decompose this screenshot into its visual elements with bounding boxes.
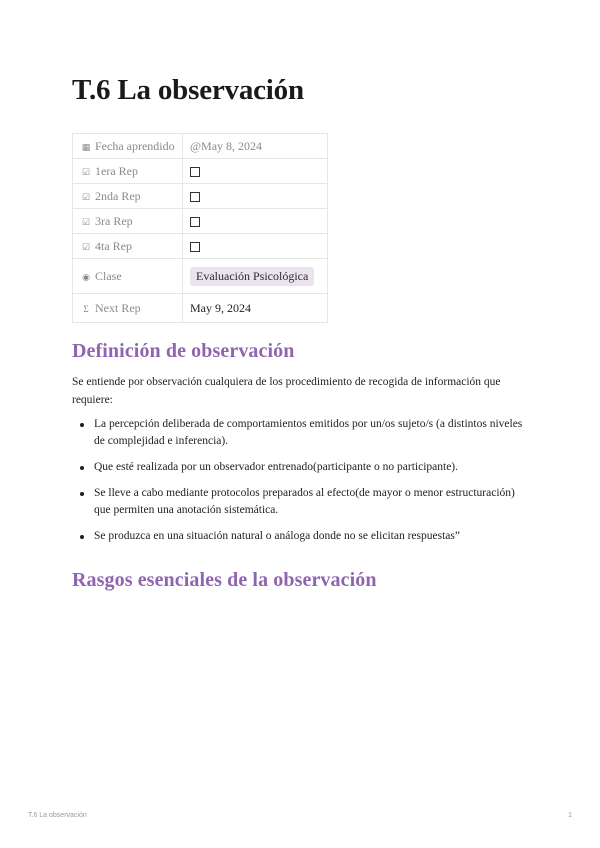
checkbox-property-icon: ☑: [81, 191, 91, 202]
list-item: [72, 485, 528, 519]
intro-paragraph: Se entiende por observación cualquiera de los procedimiento de recogida de información que requiere:: [72, 376, 501, 406]
property-label: 2nda Rep: [95, 188, 141, 203]
select-icon: ◉: [82, 271, 90, 282]
property-value: [183, 259, 328, 294]
property-row: [73, 234, 328, 259]
property-key: [73, 184, 183, 209]
property-value: [183, 134, 328, 159]
properties-table: [72, 133, 328, 323]
property-label: Next Rep: [95, 300, 141, 315]
checkbox[interactable]: [190, 242, 200, 252]
section-heading-rasgos: Rasgos esenciales de la observación: [72, 569, 377, 591]
property-key: [73, 134, 183, 159]
property-label: Fecha aprendido: [95, 138, 175, 153]
property-row: [73, 209, 328, 234]
property-key: [73, 234, 183, 259]
property-row: [73, 259, 328, 294]
date-value: @May 8, 2024: [190, 138, 263, 153]
list-item-text: Que esté realizada por un observador entrenado(participante o no participante).: [94, 461, 459, 473]
list-item-text: Se lleve a cabo mediante protocolos preparados al efecto(de mayor o menor estructuración) que permiten una anotación sistemática.: [94, 487, 515, 516]
property-row: [73, 159, 328, 184]
property-key: [73, 259, 183, 294]
property-label: 1era Rep: [95, 163, 138, 178]
property-key: [73, 294, 183, 323]
property-value: [183, 184, 328, 209]
list-item-text: La percepción deliberada de comportamientos emitidos por un/os sujeto/s (a distintos niveles de complejidad e inferencia).: [94, 418, 523, 447]
bullet-dot-icon: [80, 535, 84, 539]
sigma-icon: Σ: [83, 303, 89, 314]
list-item: [72, 459, 528, 476]
property-value: [183, 294, 328, 323]
property-label: Clase: [95, 268, 122, 283]
footer-page-number: 1: [568, 812, 572, 819]
property-label: 4ta Rep: [95, 238, 132, 253]
bullet-dot-icon: [80, 423, 84, 427]
bullet-dot-icon: [80, 466, 84, 470]
checkbox-property-icon: ☑: [81, 216, 91, 227]
select-tag[interactable]: Evaluación Psicológica: [190, 267, 314, 286]
property-key: [73, 159, 183, 184]
list-item: [72, 528, 528, 545]
checkbox[interactable]: [190, 217, 200, 227]
property-row: [73, 294, 328, 323]
checkbox[interactable]: [190, 167, 200, 177]
property-value: [183, 159, 328, 184]
page-title: T.6 La observación: [72, 74, 304, 106]
formula-value: May 9, 2024: [190, 300, 251, 315]
property-key: [73, 209, 183, 234]
property-value: [183, 234, 328, 259]
list-item-text: Se produzca en una situación natural o análoga donde no se elicitan respuestas”: [94, 530, 460, 542]
checkbox-property-icon: ☑: [81, 166, 91, 177]
property-label: 3ra Rep: [95, 213, 133, 228]
section-heading-definicion: Definición de observación: [72, 340, 295, 362]
calendar-icon: ▦: [81, 141, 91, 152]
checkbox-property-icon: ☑: [81, 241, 91, 252]
bullet-dot-icon: [80, 492, 84, 496]
property-row: [73, 134, 328, 159]
list-item: [72, 416, 528, 450]
property-value: [183, 209, 328, 234]
property-row: [73, 184, 328, 209]
checkbox[interactable]: [190, 192, 200, 202]
bullet-list: [72, 416, 528, 554]
footer-title: T.6 La observación: [28, 812, 87, 819]
